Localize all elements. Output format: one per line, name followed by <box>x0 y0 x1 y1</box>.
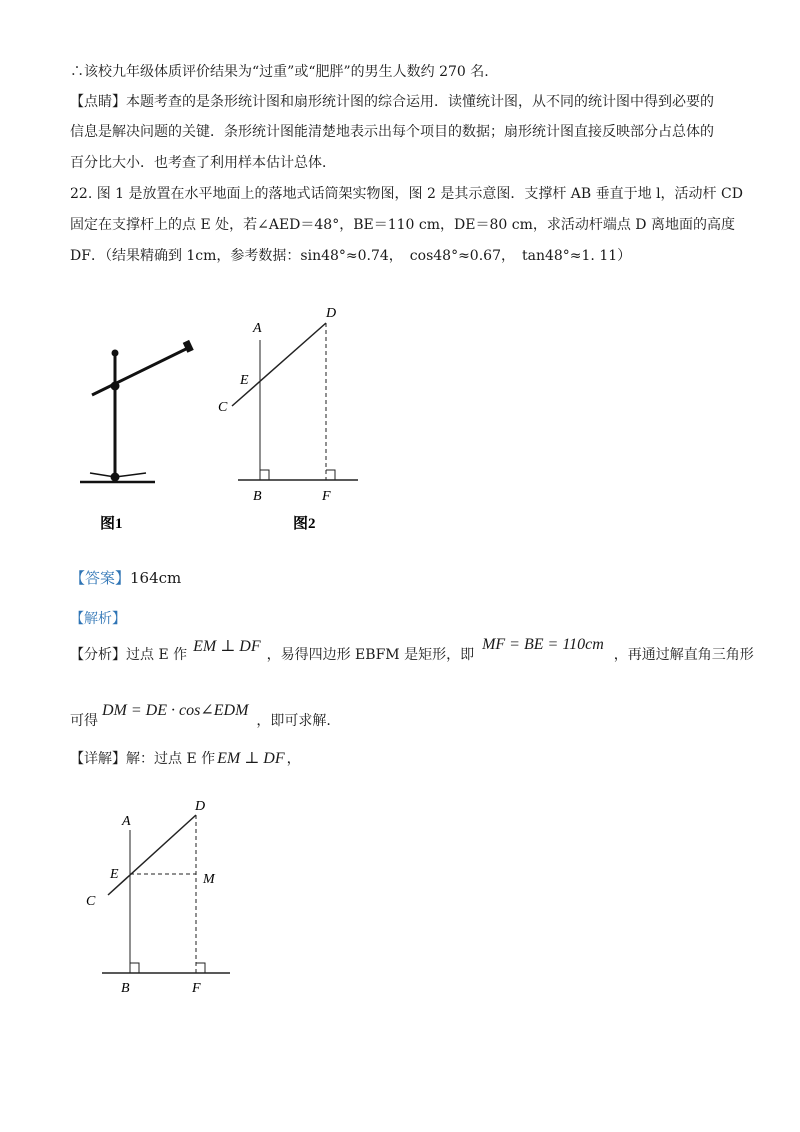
fenxi-line-1 <box>70 636 754 665</box>
figure-1-and-2 <box>60 295 380 540</box>
label-c: C <box>218 400 228 415</box>
label-e: E <box>110 867 119 882</box>
answer-value: 164cm <box>130 569 182 587</box>
answer-line <box>70 568 181 588</box>
label-e: E <box>240 373 249 388</box>
fenxi-text-5: ，即可求解. <box>256 713 331 729</box>
detail-math-1: EM ⊥ DF <box>217 750 285 767</box>
answer-tag: 【答案】 <box>70 569 131 587</box>
label-b: B <box>121 981 130 996</box>
text-line-2: 【点睛】本题考查的是条形统计图和扇形统计图的综合运用．读懂统计图，从不同的统计图中得到必要的 <box>70 94 714 110</box>
fenxi-math-2: MF = BE = 110cm <box>482 636 604 653</box>
diagram-figure-2 <box>218 306 358 504</box>
text-line-6: 固定在支撑杆上的点 E 处，若∠AED＝48°，BE＝110 cm，DE＝80 cm，求活动杆端点 D 离地面的高度 <box>70 217 735 233</box>
label-m: M <box>203 872 215 887</box>
fenxi-line-2 <box>70 702 331 731</box>
solution-diagram <box>80 795 250 1005</box>
analysis-tag: 【解析】 <box>70 611 126 627</box>
text-line-4: 百分比大小．也考查了利用样本估计总体． <box>70 155 336 171</box>
text-line-7: DF．（结果精确到 1cm，参考数据：sin48°≈0.74， cos48°≈0.67， tan48°≈1. 11） <box>70 248 632 264</box>
label-a: A <box>253 321 262 336</box>
text-line-1: ∴该校九年级体质评价结果为“过重”或“肥胖”的男生人数约 270 名. <box>70 64 489 80</box>
label-c: C <box>86 894 96 909</box>
figure-2-caption: 图2 <box>293 516 316 532</box>
fenxi-text-2: ，易得四边形 EBFM 是矩形，即 <box>266 647 475 663</box>
label-f: F <box>322 489 331 504</box>
fenxi-text-4: 可得 <box>70 713 98 729</box>
fenxi-tag: 【分析】 <box>70 647 126 663</box>
label-a: A <box>122 814 131 829</box>
label-f: F <box>192 981 201 996</box>
text-line-5: 22. 图 1 是放置在水平地面上的落地式话筒架实物图，图 2 是其示意图．支撑杆 AB 垂直于地 l，活动杆 CD <box>70 186 743 202</box>
fenxi-text-3: ，再通过解直角三角形 <box>613 647 754 663</box>
fenxi-math-3: DM = DE · cos∠EDM <box>102 702 249 719</box>
text-line-3: 信息是解决问题的关键．条形统计图能清楚地表示出每个项目的数据；扇形统计图直接反映部分占总体的 <box>70 124 714 140</box>
detail-text-2: ， <box>286 751 301 767</box>
label-b: B <box>253 489 262 504</box>
label-d: D <box>195 799 206 814</box>
fenxi-text-1: 过点 E 作 <box>126 647 188 663</box>
label-d: D <box>326 306 337 321</box>
detail-text-1: 解：过点 E 作 <box>126 751 216 767</box>
detail-tag: 【详解】 <box>70 751 126 767</box>
microphone-stand-figure-1 <box>80 340 194 482</box>
fenxi-math-1: EM ⊥ DF <box>193 638 261 655</box>
detail-line <box>70 749 301 769</box>
figure-1-caption: 图1 <box>100 516 123 532</box>
